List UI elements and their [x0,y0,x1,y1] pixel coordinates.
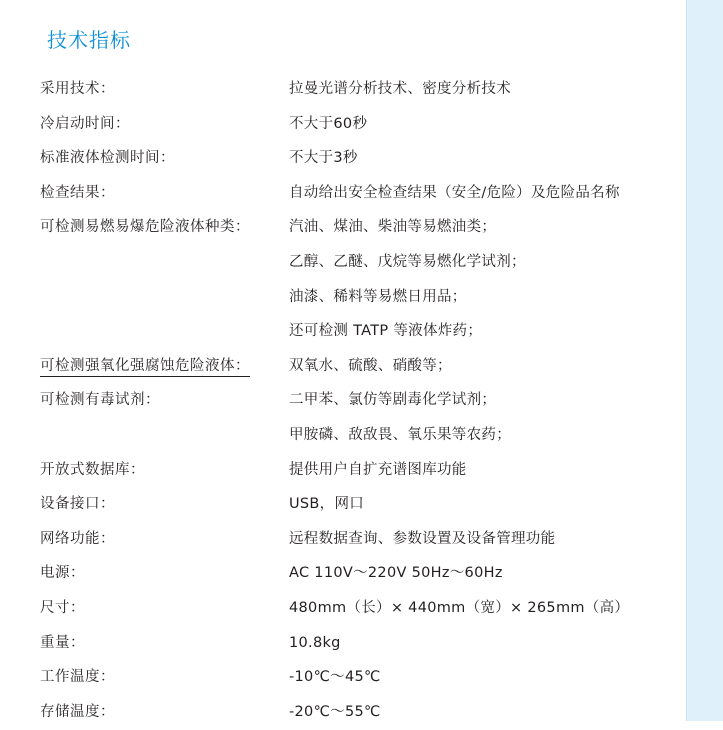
spec-row-size [40,592,680,627]
spec-value: -10℃～45℃ [289,669,381,686]
spec-row-flammable-3 [40,281,680,316]
spec-row-weight [40,627,680,662]
spec-label: 尺寸： [40,599,85,616]
spec-value: 自动给出安全检查结果（安全/危险）及危险品名称 [289,184,620,201]
page-title: 技术指标 [47,28,131,52]
spec-row-database [40,454,680,489]
spec-row-power [40,557,680,592]
spec-label: 冷启动时间： [40,115,130,132]
spec-value: 二甲苯、氯仿等剧毒化学试剂； [289,392,497,409]
spec-label: 可检测有毒试剂： [40,392,160,409]
spec-row-flammable [40,211,680,246]
spec-row-flammable-4 [40,315,680,350]
spec-row-flammable-2 [40,246,680,281]
spec-label: 重量： [40,634,85,651]
spec-row-oxidizer [40,350,680,385]
spec-row-interface [40,488,680,523]
spec-value: AC 110V～220V 50Hz～60Hz [289,565,503,582]
spec-label: 可检测易燃易爆危险液体种类： [40,219,250,236]
spec-value: 还可检测 TATP 等液体炸药； [289,323,483,340]
spec-row-storage-temp [40,696,680,730]
spec-label: 网络功能： [40,530,115,547]
spec-value: 乙醇、乙醚、戊烷等易燃化学试剂； [289,253,526,270]
spec-label: 电源： [40,565,85,582]
spec-value: 油漆、稀料等易燃日用品； [289,288,467,305]
spec-row-detection-time [40,142,680,177]
spec-label: 开放式数据库： [40,461,145,478]
spec-label: 存储温度： [40,703,115,720]
spec-value: USB，网口 [289,496,365,513]
spec-label: 设备接口： [40,496,115,513]
spec-value: 提供用户自扩充谱图库功能 [289,461,467,478]
spec-label: 采用技术： [40,81,115,97]
spec-value: -20℃～55℃ [289,703,381,720]
spec-value: 远程数据查询、参数设置及设备管理功能 [289,530,556,547]
spec-label: 标准液体检测时间： [40,150,175,167]
spec-row-network [40,523,680,558]
spec-value: 双氧水、硫酸、硝酸等； [289,357,452,374]
spec-value: 拉曼光谱分析技术、密度分析技术 [289,81,511,97]
spec-value: 不大于3秒 [289,150,358,167]
spec-row-working-temp [40,661,680,696]
spec-value: 甲胺磷、敌敌畏、氧乐果等农药； [289,426,511,443]
spec-value: 不大于60秒 [289,115,368,132]
spec-row-cold-start [40,108,680,143]
spec-value: 10.8kg [289,634,341,651]
spec-row-toxic [40,384,680,419]
spec-label: 工作温度： [40,669,115,686]
spec-row-technology [40,73,680,108]
spec-row-result [40,177,680,212]
spec-value: 汽油、煤油、柴油等易燃油类； [289,219,497,236]
spec-table [40,73,680,730]
spec-label: 检查结果： [40,184,115,201]
spec-value: 480mm（长）× 440mm（宽）× 265mm（高） [289,599,630,616]
spec-row-toxic-2 [40,419,680,454]
right-decorative-band [687,0,723,721]
spec-label: 可检测强氧化强腐蚀危险液体： [40,356,250,377]
